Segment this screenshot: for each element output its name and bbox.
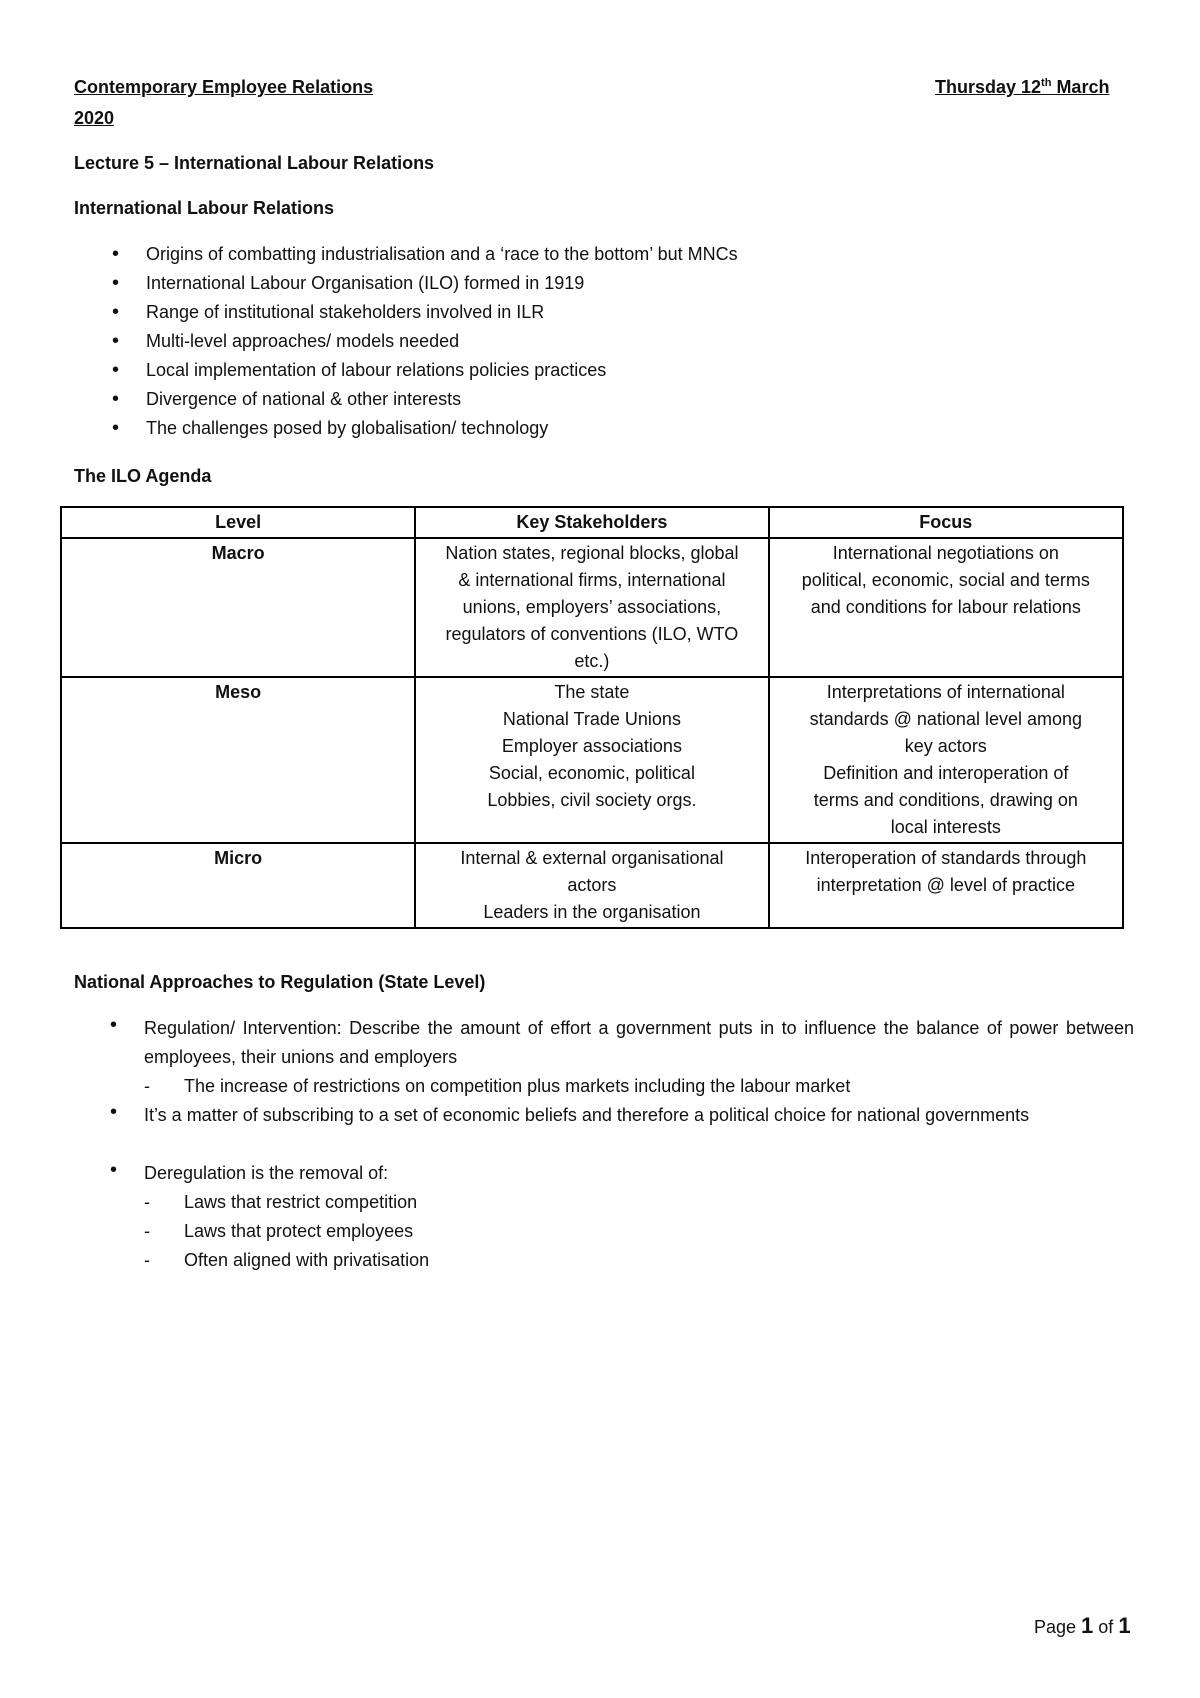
list-item: • Multi-level approaches/ models needed (74, 327, 738, 356)
focus-cell: Interpretations of international standards @ national level among key actors Definition and interoperation of terms and conditions, drawing on local interests (769, 677, 1123, 843)
column-header-level: Level (61, 507, 415, 538)
sub-list-item: - The increase of restrictions on competition plus markets including the labour market (144, 1076, 851, 1096)
list-item: • The challenges posed by globalisation/ technology (74, 414, 738, 443)
list-item: • Divergence of national & other interests (74, 385, 738, 414)
list-item: • Range of institutional stakeholders involved in ILR (74, 298, 738, 327)
table-row (61, 538, 1123, 677)
list-item: It’s a matter of subscribing to a set of economic beliefs and therefore a political choice for national governments (144, 1105, 1030, 1125)
course-title: Contemporary Employee Relations (74, 77, 374, 97)
list-item: Regulation/ Intervention: Describe the amount of effort a government puts in to influence the balance of power between employees, their unions and employers (144, 1018, 1134, 1067)
table-header-row (61, 507, 1123, 538)
bullet-icon: • (110, 1101, 118, 1123)
column-header-stakeholders: Key Stakeholders (415, 507, 768, 538)
focus-cell: International negotiations on political, economic, social and terms and conditions for labour relations (769, 538, 1123, 677)
stakeholders-cell: The state National Trade Unions Employer associations Social, economic, political Lobbies, civil society orgs. (415, 677, 768, 843)
sub-list-item: - Laws that restrict competition (144, 1192, 418, 1212)
sub-list-item: - Often aligned with privatisation (144, 1250, 430, 1270)
stakeholders-cell: Nation states, regional blocks, global & international firms, international unions, employers’ associations, regulators of conventions (ILO, WTO etc.) (415, 538, 768, 677)
list-item: • International Labour Organisation (ILO) formed in 1919 (74, 269, 738, 298)
level-cell: Micro (61, 843, 415, 928)
lecture-title: Lecture 5 – International Labour Relations (74, 153, 435, 173)
section-heading-ilr: International Labour Relations (74, 198, 335, 218)
list-item: • Origins of combatting industrialisation and a ‘race to the bottom’ but MNCs (74, 240, 738, 269)
section-heading-national-approaches: National Approaches to Regulation (State Level) (74, 972, 486, 992)
column-header-focus: Focus (769, 507, 1123, 538)
focus-cell: Interoperation of standards through interpretation @ level of practice (769, 843, 1123, 928)
ilo-agenda-table (60, 506, 1124, 929)
bullet-icon: • (110, 1014, 118, 1036)
page-number: Page 1 of 1 (1034, 1613, 1131, 1638)
list-item: • Local implementation of labour relations policies practices (74, 356, 738, 385)
table-row (61, 677, 1123, 843)
level-cell: Macro (61, 538, 415, 677)
stakeholders-cell: Internal & external organisational actors Leaders in the organisation (415, 843, 768, 928)
table-row (61, 843, 1123, 928)
ilr-bullet-list (74, 240, 738, 443)
lecture-date: Thursday 12th March (935, 77, 1110, 97)
level-cell: Meso (61, 677, 415, 843)
course-year: 2020 (74, 108, 115, 128)
bullet-icon: • (110, 1159, 118, 1181)
list-item: Deregulation is the removal of: (144, 1163, 389, 1183)
section-heading-ilo-agenda: The ILO Agenda (74, 466, 212, 486)
sub-list-item: - Laws that protect employees (144, 1221, 414, 1241)
